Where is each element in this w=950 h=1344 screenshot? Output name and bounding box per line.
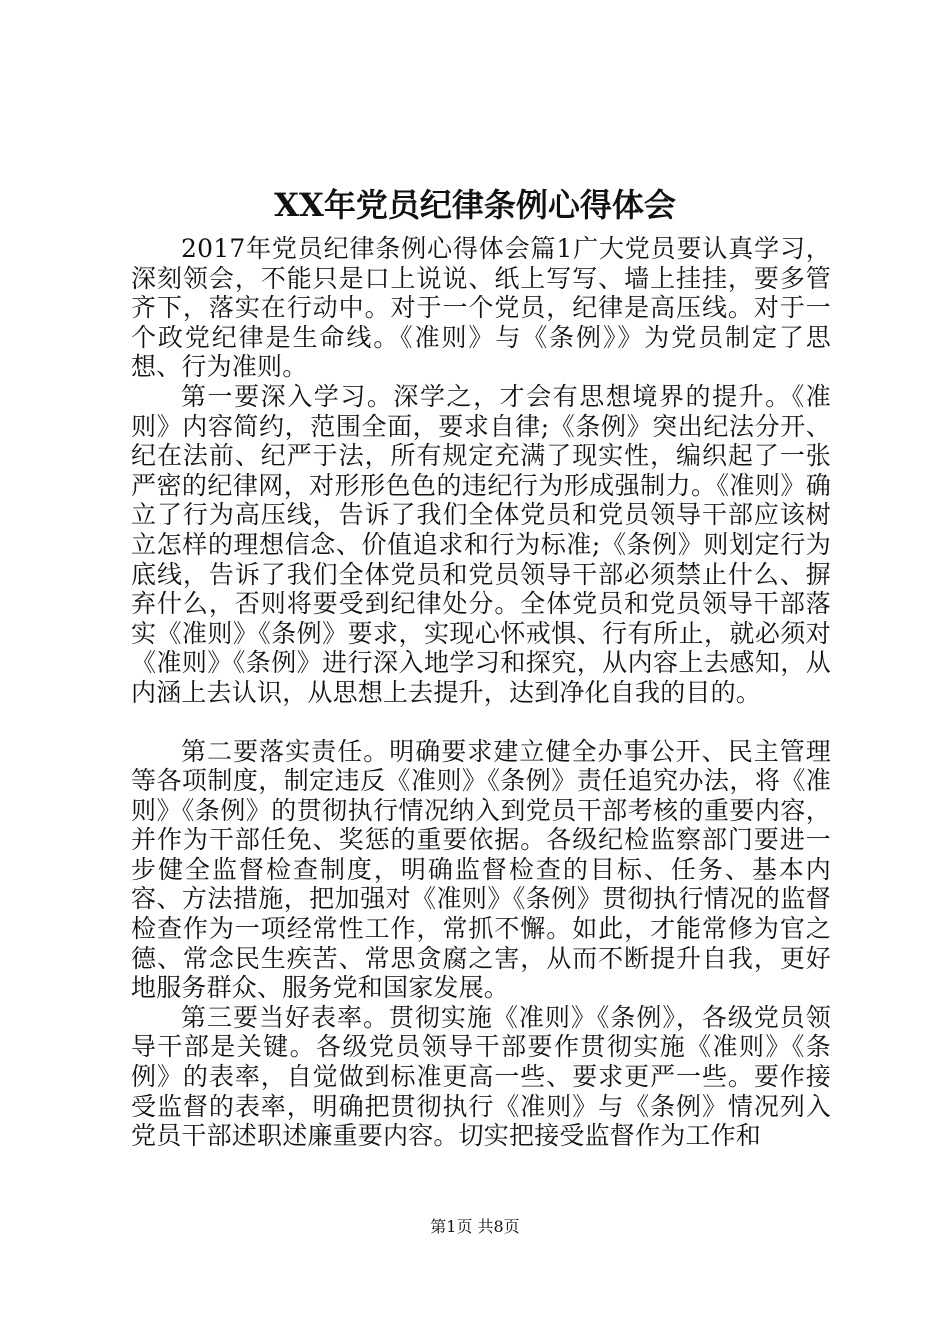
document-body [131,234,831,1151]
document-title: XX年党员纪律条例心得体会 [274,186,676,224]
paragraph-second-point: 第二要落实责任。明确要求建立健全办事公开、民主管理等各项制度，制定违反《准则》《条例》责任追究办法，将《准则》《条例》的贯彻执行情况纳入到党员干部考核的重要内容，并作为干部任免、奖惩的重要依据。各级纪检监察部门要进一步健全监督检查制度，明确监督检查的目标、任务、基本内容、方法措施，把加强对《准则》《条例》贯彻执行情况的监督检查作为一项经常性工作，常抓不懈。如此，才能常修为官之德、常念民生疾苦、常思贪腐之害，从而不断提升自我，更好地服务群众、服务党和国家发展。 [131,736,831,1003]
paragraph-intro: 2017年党员纪律条例心得体会篇1广大党员要认真学习，深刻领会，不能只是口上说说、纸上写写、墙上挂挂，要多管齐下，落实在行动中。对于一个党员，纪律是高压线。对于一个政党纪律是生命线。《准则》与《条例》》为党员制定了思想、行为准则。 [131,234,831,382]
paragraph-first-point: 第一要深入学习。深学之，才会有思想境界的提升。《准则》内容简约，范围全面，要求自律;《条例》突出纪法分开、纪在法前、纪严于法，所有规定充满了现实性，编织起了一张严密的纪律网，对形形色色的违纪行为形成强制力。《准则》确立了行为高压线，告诉了我们全体党员和党员领导干部应该树立怎样的理想信念、价值追求和行为标准;《条例》则划定行为底线，告诉了我们全体党员和党员领导干部必须禁止什么、摒弃什么，否则将要受到纪律处分。全体党员和党员领导干部落实《准则》《条例》要求，实现心怀戒惧、行有所止，就必须对《准则》《条例》进行深入地学习和探究，从内容上去感知，从内涵上去认识，从思想上去提升，达到净化自我的目的。 [131,381,831,707]
page-footer: 第1页 共8页 [430,1217,520,1236]
paragraph-third-point: 第三要当好表率。贯彻实施《准则》《条例》，各级党员领导干部是关键。各级党员领导干部要作贯彻实施《准则》《条例》的表率，自觉做到标准更高一些、要求更严一些。要作接受监督的表率，明确把贯彻执行《准则》与《条例》情况列入党员干部述职述廉重要内容。切实把接受监督作为工作和 [131,1002,831,1151]
